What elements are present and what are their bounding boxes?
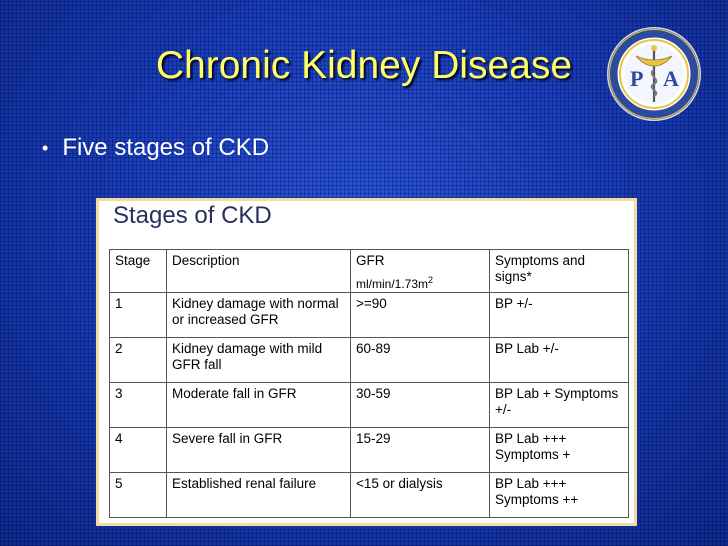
cell-gfr: <15 or dialysis <box>351 473 490 518</box>
figure-title: Stages of CKD <box>113 202 272 229</box>
table-header-row <box>110 250 629 293</box>
cell-description: Kidney damage with normal or increased GFR <box>167 293 351 338</box>
cell-gfr: 60-89 <box>351 338 490 383</box>
table-row <box>110 473 629 518</box>
cell-symptoms: BP Lab + Symptoms +/- <box>490 383 629 428</box>
caduceus-seal-icon <box>606 26 702 122</box>
header-description: Description <box>167 250 351 293</box>
cell-gfr: 30-59 <box>351 383 490 428</box>
table-row <box>110 293 629 338</box>
cell-gfr: 15-29 <box>351 428 490 473</box>
bullet-text: Five stages of CKD <box>62 134 270 161</box>
ckd-stages-figure <box>96 198 637 526</box>
cell-gfr: >=90 <box>351 293 490 338</box>
cell-stage: 3 <box>110 383 167 428</box>
logo-letter-left: P <box>630 66 644 91</box>
bullet-dot: • <box>42 137 49 158</box>
header-stage: Stage <box>110 250 167 293</box>
cell-description: Severe fall in GFR <box>167 428 351 473</box>
cell-symptoms: BP Lab +++ Symptoms ++ <box>490 473 629 518</box>
header-gfr <box>351 250 490 293</box>
header-symptoms: Symptoms and signs* <box>490 250 629 293</box>
slide-title: Chronic Kidney Disease <box>155 44 573 87</box>
cell-description: Kidney damage with mild GFR fall <box>167 338 351 383</box>
cell-description: Moderate fall in GFR <box>167 383 351 428</box>
table-row <box>110 338 629 383</box>
ckd-stages-table <box>109 249 629 518</box>
table-row <box>110 428 629 473</box>
cell-stage: 2 <box>110 338 167 383</box>
cell-stage: 4 <box>110 428 167 473</box>
cell-description: Established renal failure <box>167 473 351 518</box>
header-gfr-unit: $ml/\min/1.73m^2$ <box>356 275 434 291</box>
header-gfr-label: GFR <box>356 253 385 268</box>
table-row <box>110 383 629 428</box>
cell-symptoms: BP Lab +++ Symptoms + <box>490 428 629 473</box>
cell-stage: 5 <box>110 473 167 518</box>
cell-symptoms: BP Lab +/- <box>490 338 629 383</box>
logo-letter-right: A <box>663 66 679 91</box>
cell-stage: 1 <box>110 293 167 338</box>
bullet-item <box>42 134 269 162</box>
cell-symptoms: BP +/- <box>490 293 629 338</box>
